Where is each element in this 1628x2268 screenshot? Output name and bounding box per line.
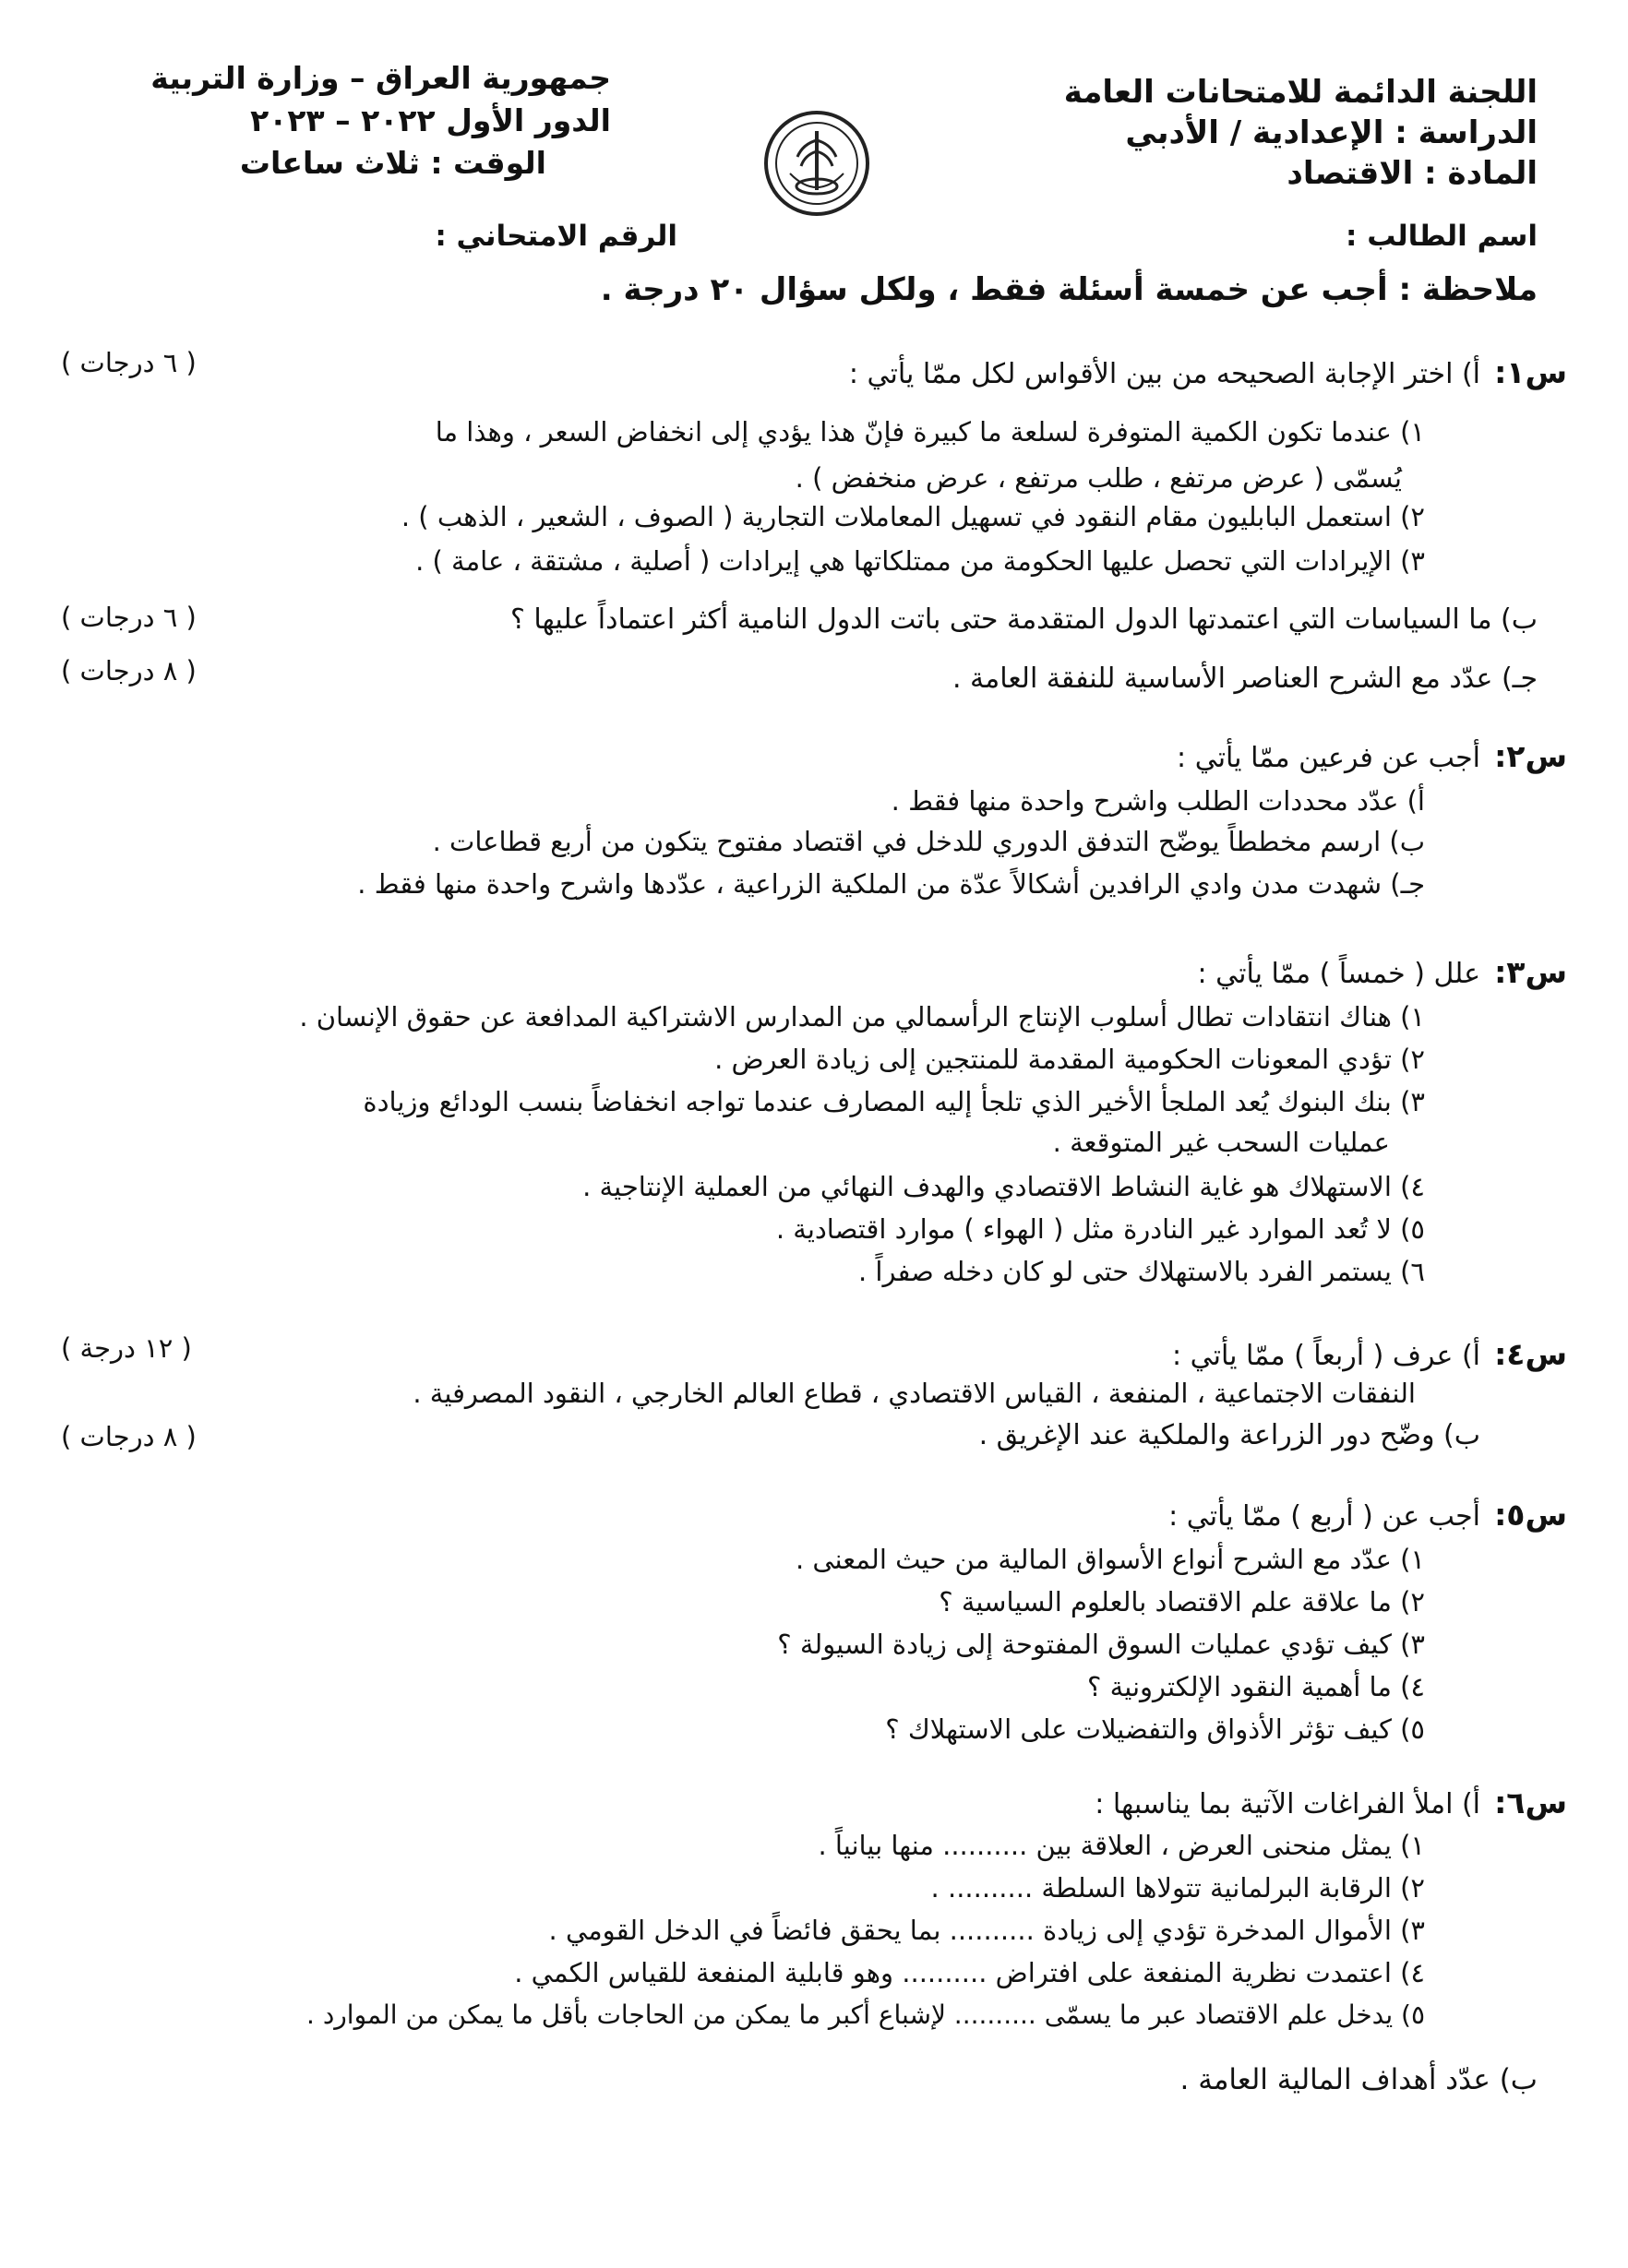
q3-item-1: ١) هناك انتقادات تطال أسلوب الإنتاج الرأسمالي من المدارس الاشتراكية المدافعة عن حقوق الإنسان . xyxy=(299,1001,1425,1033)
q3-label: س٣: xyxy=(1494,954,1567,990)
q5-item-4: ٤) ما أهمية النقود الإلكترونية ؟ xyxy=(1087,1671,1425,1702)
q2-item-c: جـ) شهدت مدن وادي الرافدين أشكالاً عدّة من الملكية الزراعية ، عدّدها واشرح واحدة منها فقط . xyxy=(357,868,1425,900)
q4-label: س٤: xyxy=(1494,1336,1567,1372)
exam-number-label: الرقم الامتحاني : xyxy=(435,220,677,253)
q4-a-terms: النفقات الاجتماعية ، المنفعة ، القياس الاقتصادي ، قطاع العالم الخارجي ، النقود المصرفية . xyxy=(413,1378,1416,1409)
q6-item-3: ٣) الأموال المدخرة تؤدي إلى زيادة .......... بما يحقق فائضاً في الدخل القومي . xyxy=(548,1915,1425,1946)
q1-label: س١: xyxy=(1494,354,1567,390)
header-right xyxy=(892,72,1538,194)
student-name-label: اسم الطالب : xyxy=(1346,220,1538,253)
exam-duration: الوقت : ثلاث ساعات xyxy=(239,145,546,181)
q3-item-5: ٥) لا تُعد الموارد غير النادرة مثل ( الهواء ) موارد اقتصادية . xyxy=(775,1213,1425,1245)
exam-session: الدور الأول ٢٠٢٢ – ٢٠٢٣ xyxy=(250,102,611,138)
q1-b-marks: ( ٦ درجات ) xyxy=(61,602,197,633)
q3-item-2: ٢) تؤدي المعونات الحكومية المقدمة للمنتجين إلى زيادة العرض . xyxy=(714,1044,1425,1075)
q1-a-marks: ( ٦ درجات ) xyxy=(61,347,197,378)
study-branch: الدراسة : الإعدادية / الأدبي xyxy=(1125,114,1538,151)
q5-label: س٥: xyxy=(1494,1497,1567,1533)
subject: المادة : الاقتصاد xyxy=(1287,155,1538,192)
q2-item-b: ب) ارسم مخططاً يوضّح التدفق الدوري للدخل في اقتصاد مفتوح يتكون من أربع قطاعات . xyxy=(432,826,1425,857)
q1-item-2: ٢) استعمل البابليون مقام النقود في تسهيل المعاملات التجارية ( الصوف ، الشعير ، الذهب ) . xyxy=(401,501,1425,532)
q6-item-4: ٤) اعتمدت نظرية المنفعة على افتراض .......... وهو قابلية المنفعة للقياس الكمي . xyxy=(514,1957,1425,1988)
q3-item-3: ٣) بنك البنوك يُعد الملجأ الأخير الذي تلجأ إليه المصارف عندما تواجه انخفاضاً بنسب الودائع وزيادة xyxy=(363,1086,1425,1117)
q4-b: ب) وضّح دور الزراعة والملكية عند الإغريق . xyxy=(978,1419,1480,1451)
exam-note: ملاحظة : أجب عن خمسة أسئلة فقط ، ولكل سؤال ٢٠ درجة . xyxy=(600,271,1538,308)
q4-b-marks: ( ٨ درجات ) xyxy=(61,1421,197,1452)
q1-b: ب) ما السياسات التي اعتمدتها الدول المتقدمة حتى باتت الدول النامية أكثر اعتماداً عليها ؟ xyxy=(509,603,1538,636)
q1-a-intro: أ) اختر الإجابة الصحيحه من بين الأقواس لكل ممّا يأتي : xyxy=(848,358,1480,390)
q1-item-1: ١) عندما تكون الكمية المتوفرة لسلعة ما كبيرة فإنّ هذا يؤدي إلى انخفاض السعر ، وهذا ما xyxy=(435,416,1425,448)
q6-b: ب) عدّد أهداف المالية العامة . xyxy=(1179,2063,1538,2096)
committee-title: اللجنة الدائمة للامتحانات العامة xyxy=(1063,74,1538,111)
q5-item-2: ٢) ما علاقة علم الاقتصاد بالعلوم السياسية ؟ xyxy=(939,1586,1425,1617)
q3-item-6: ٦) يستمر الفرد بالاستهلاك حتى لو كان دخله صفراً . xyxy=(857,1256,1425,1287)
q4-a-intro: أ) عرف ( أربعاً ) ممّا يأتي : xyxy=(1171,1340,1480,1372)
q2-intro: أجب عن فرعين ممّا يأتي : xyxy=(1177,742,1480,774)
q1-item-3: ٣) الإيرادات التي تحصل عليها الحكومة من ممتلكاتها هي إيرادات ( أصلية ، مشتقة ، عامة ) . xyxy=(415,545,1425,577)
q2-label: س٢: xyxy=(1494,738,1567,774)
header-left xyxy=(57,57,611,185)
ministry-seal-icon xyxy=(762,109,871,218)
q3-item-3-cont: عمليات السحب غير المتوقعة . xyxy=(1052,1127,1390,1158)
q1-c: جـ) عدّد مع الشرح العناصر الأساسية للنفقة العامة . xyxy=(952,662,1538,695)
q1-c-marks: ( ٨ درجات ) xyxy=(61,655,197,686)
q4-a-marks: ( ١٢ درجة ) xyxy=(61,1332,192,1364)
q5-item-5: ٥) كيف تؤثر الأذواق والتفضيلات على الاستهلاك ؟ xyxy=(885,1713,1425,1745)
q5-item-3: ٣) كيف تؤدي عمليات السوق المفتوحة إلى زيادة السيولة ؟ xyxy=(777,1629,1425,1660)
q5-item-1: ١) عدّد مع الشرح أنواع الأسواق المالية من حيث المعنى . xyxy=(795,1544,1425,1575)
q6-item-2: ٢) الرقابة البرلمانية تتولاها السلطة .......... . xyxy=(930,1872,1425,1904)
q1-item-1-cont: يُسمّى ( عرض مرتفع ، طلب مرتفع ، عرض منخفض ) . xyxy=(795,462,1402,494)
q3-intro: علل ( خمساً ) ممّا يأتي : xyxy=(1197,958,1480,990)
q3-item-4: ٤) الاستهلاك هو غاية النشاط الاقتصادي والهدف النهائي من العملية الإنتاجية . xyxy=(582,1171,1425,1202)
q6-item-1: ١) يمثل منحنى العرض ، العلاقة بين .......... منها بيانياً . xyxy=(818,1830,1425,1861)
country-ministry: جمهورية العراق – وزارة التربية xyxy=(150,60,611,96)
q6-label: س٦: xyxy=(1494,1785,1567,1820)
q5-intro: أجب عن ( أربع ) ممّا يأتي : xyxy=(1168,1500,1480,1533)
q6-a-intro: أ) املأ الفراغات الآتية بما يناسبها : xyxy=(1095,1788,1480,1820)
q6-item-5: ٥) يدخل علم الاقتصاد عبر ما يسمّى .......... لإشباع أكبر ما يمكن من الحاجات بأقل ما يمكن من الموارد . xyxy=(306,1999,1425,2030)
q2-item-a: أ) عدّد محددات الطلب واشرح واحدة منها فقط . xyxy=(891,785,1425,817)
